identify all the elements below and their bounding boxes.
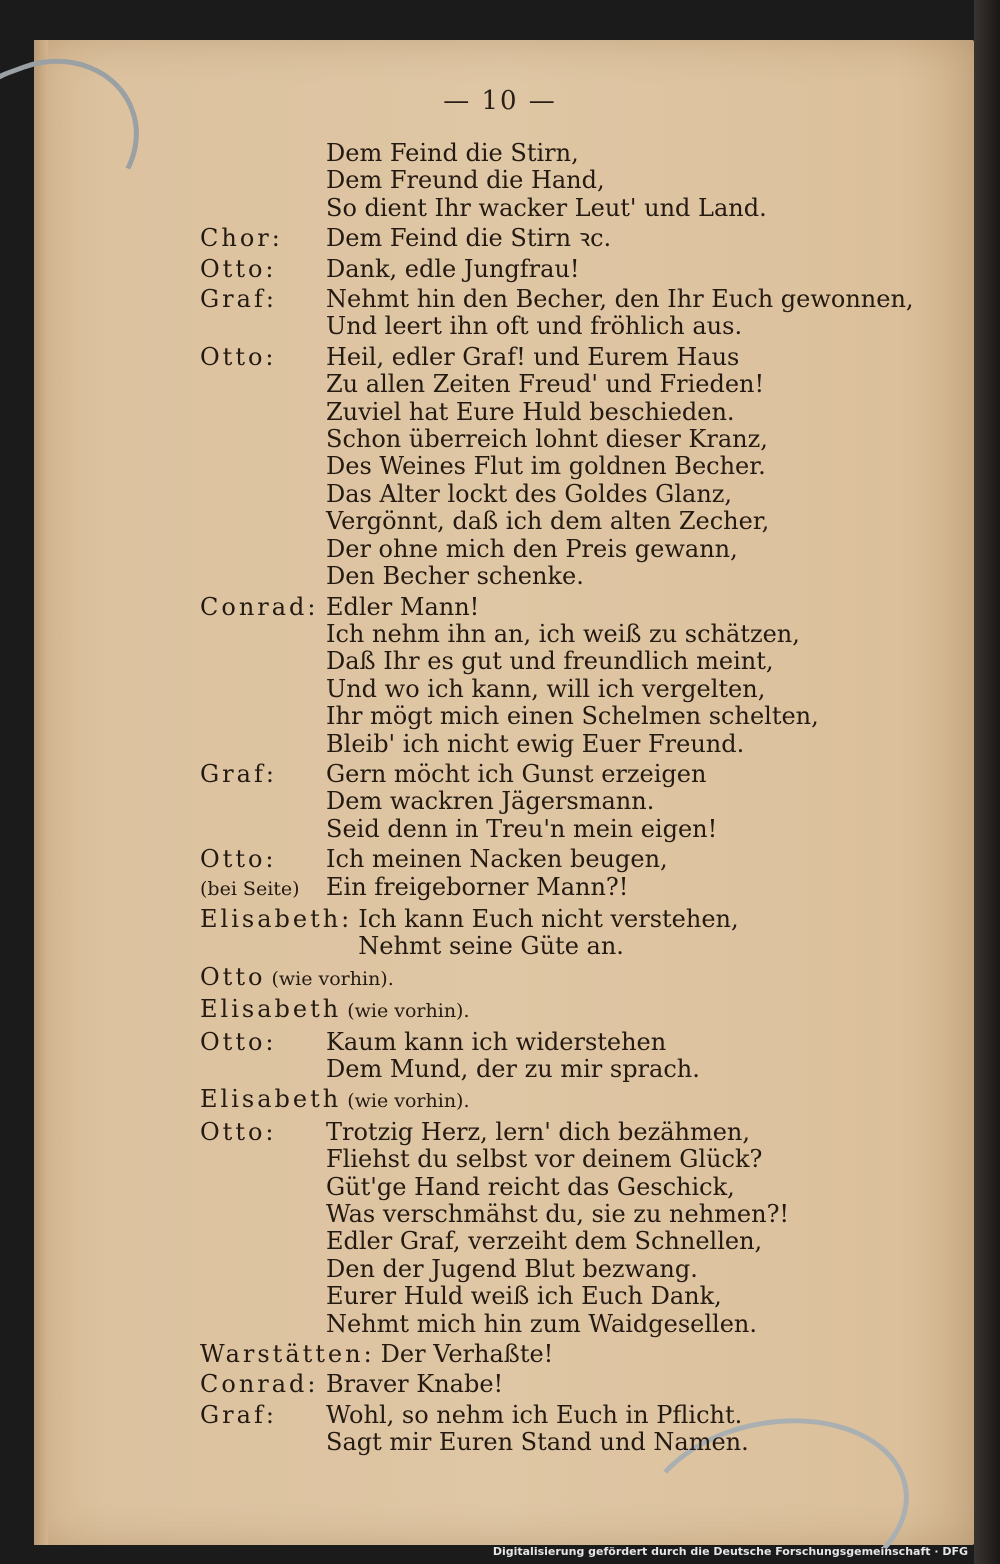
verse-line: Dem Freund die Hand, bbox=[326, 166, 605, 195]
speech-block bbox=[200, 1341, 840, 1368]
verse-line: Braver Knabe! bbox=[326, 1370, 504, 1399]
speaker-name: Otto: (bei Seite) bbox=[200, 845, 300, 900]
speech-block bbox=[200, 344, 840, 591]
verse-line: Dank, edle Jungfrau! bbox=[326, 254, 580, 283]
verse-lines bbox=[326, 286, 914, 341]
play-text bbox=[200, 139, 914, 1460]
speech-block bbox=[200, 1402, 840, 1457]
verse-line: Der ohne mich den Preis gewann, bbox=[326, 534, 738, 563]
speech-block bbox=[200, 594, 840, 758]
verse-lines bbox=[358, 906, 840, 961]
verse-lines bbox=[326, 594, 840, 758]
speech-block bbox=[200, 256, 840, 283]
verse-line: Sagt mir Euren Stand und Namen. bbox=[326, 1428, 749, 1457]
verse-lines bbox=[326, 225, 840, 252]
page-edge bbox=[34, 40, 48, 1545]
speaker-name: Elisabeth (wie vorhin). bbox=[200, 1085, 470, 1114]
verse-line: Güt'ge Hand reicht das Geschick, bbox=[326, 1172, 735, 1201]
verse-line: Nehmt hin den Becher, den Ihr Euch gewonnen, bbox=[326, 285, 914, 314]
speaker-name: Otto: bbox=[200, 1117, 277, 1146]
speech-block bbox=[200, 906, 840, 961]
speaker-name: Chor: bbox=[200, 224, 283, 253]
verse-line: Den Becher schenke. bbox=[326, 562, 584, 591]
verse-line: Nehmt seine Güte an. bbox=[358, 932, 624, 961]
verse-line: Gern möcht ich Gunst erzeigen bbox=[326, 759, 707, 788]
speech-block bbox=[200, 1119, 840, 1338]
speech-block bbox=[200, 964, 840, 993]
stage-direction: (wie vorhin). bbox=[341, 1090, 470, 1113]
speech-block bbox=[200, 225, 840, 252]
verse-lines bbox=[326, 1402, 840, 1457]
speaker-name: Warstätten: bbox=[200, 1340, 375, 1369]
verse-line: Edler Graf, verzeiht dem Schnellen, bbox=[326, 1227, 763, 1256]
verse-line: Was verschmähst du, sie zu nehmen?! bbox=[326, 1200, 790, 1229]
verse-lines bbox=[326, 846, 840, 903]
speech-block bbox=[200, 996, 840, 1025]
verse-lines bbox=[326, 1029, 840, 1084]
verse-line: Zu allen Zeiten Freud' und Frieden! bbox=[326, 370, 765, 399]
verse-line: Schon überreich lohnt dieser Kranz, bbox=[326, 425, 768, 454]
verse-lines bbox=[476, 996, 840, 1025]
verse-line: Kaum kann ich widerstehen bbox=[326, 1027, 667, 1056]
verse-line: Edler Mann! bbox=[326, 592, 480, 621]
digitization-footer: Digitalisierung gefördert durch die Deutsche Forschungsgemeinschaft · DFG bbox=[492, 1545, 968, 1558]
verse-line: Daß Ihr es gut und freundlich meint, bbox=[326, 647, 774, 676]
speaker-name: Graf: bbox=[200, 759, 277, 788]
speech-block bbox=[200, 1086, 840, 1115]
speaker-name: Otto: bbox=[200, 342, 277, 371]
verse-line: Zuviel hat Eure Huld beschieden. bbox=[326, 397, 735, 426]
speech-block bbox=[200, 1029, 840, 1084]
verse-line: Heil, edler Graf! und Eurem Haus bbox=[326, 342, 740, 371]
speaker-name: Otto: bbox=[200, 254, 277, 283]
speaker-name: Otto (wie vorhin). bbox=[200, 962, 394, 991]
verse-line: Trotzig Herz, lern' dich bezähmen, bbox=[326, 1117, 751, 1146]
book-binding bbox=[974, 0, 1000, 1564]
speech-block bbox=[200, 285, 914, 341]
verse-line: Des Weines Flut im goldnen Becher. bbox=[326, 452, 766, 481]
speaker-name: Elisabeth: bbox=[200, 904, 353, 933]
stage-direction: (wie vorhin). bbox=[265, 967, 394, 990]
verse-line: Dem wackren Jägersmann. bbox=[326, 787, 655, 816]
verse-lines bbox=[476, 1086, 840, 1115]
stage-direction: (wie vorhin). bbox=[341, 1000, 470, 1023]
verse-lines bbox=[326, 761, 840, 843]
verse-line: Dem Feind die Stirn ꝛc. bbox=[326, 224, 612, 253]
speech-block bbox=[200, 846, 840, 903]
verse-line: Ihr mögt mich einen Schelmen schelten, bbox=[326, 702, 819, 731]
verse-line: Dem Feind die Stirn, bbox=[326, 139, 579, 167]
verse-line: Ich kann Euch nicht verstehen, bbox=[358, 904, 739, 933]
verse-lines bbox=[326, 256, 840, 283]
speech-block bbox=[200, 761, 840, 843]
speech-block bbox=[200, 140, 840, 222]
verse-line: Nehmt mich hin zum Waidgesellen. bbox=[326, 1309, 758, 1338]
verse-line: So dient Ihr wacker Leut' und Land. bbox=[326, 193, 767, 222]
verse-line: Vergönnt, daß ich dem alten Zecher, bbox=[326, 507, 770, 536]
verse-line: Ich meinen Nacken beugen, bbox=[326, 845, 668, 874]
verse-line: Fliehst du selbst vor deinem Glück? bbox=[326, 1145, 763, 1174]
verse-line: Seid denn in Treu'n mein eigen! bbox=[326, 814, 718, 843]
verse-line: Dem Mund, der zu mir sprach. bbox=[326, 1055, 700, 1083]
speaker-name: Elisabeth (wie vorhin). bbox=[200, 995, 470, 1024]
verse-line: Das Alter lockt des Goldes Glanz, bbox=[326, 479, 733, 508]
stage-direction: (bei Seite) bbox=[200, 877, 300, 900]
verse-line: Der Verhaßte! bbox=[380, 1340, 554, 1369]
speaker-name: Graf: bbox=[200, 1400, 277, 1429]
speaker-name: Otto: bbox=[200, 1027, 277, 1056]
verse-line: Und wo ich kann, will ich vergelten, bbox=[326, 674, 766, 703]
verse-lines bbox=[326, 1371, 840, 1398]
verse-line: Eurer Huld weiß ich Euch Dank, bbox=[326, 1282, 722, 1311]
verse-line: Ein freigeborner Mann?! bbox=[326, 872, 629, 901]
verse-lines bbox=[400, 964, 840, 993]
verse-lines bbox=[326, 1119, 840, 1338]
speaker-name: Conrad: bbox=[200, 1370, 319, 1399]
verse-lines bbox=[326, 344, 840, 591]
verse-lines bbox=[326, 140, 840, 222]
verse-line: Den der Jugend Blut bezwang. bbox=[326, 1254, 698, 1283]
verse-line: Wohl, so nehm ich Euch in Pflicht. bbox=[326, 1400, 743, 1429]
speech-block bbox=[200, 1371, 840, 1398]
speaker-name: Graf: bbox=[200, 285, 277, 314]
page-number: — 10 — bbox=[443, 86, 557, 116]
verse-line: Ich nehm ihn an, ich weiß zu schätzen, bbox=[326, 619, 800, 648]
verse-line: Und leert ihn oft und fröhlich aus. bbox=[326, 312, 743, 341]
verse-lines bbox=[381, 1341, 840, 1368]
speaker-name: Conrad: bbox=[200, 592, 319, 621]
verse-line: Bleib' ich nicht ewig Euer Freund. bbox=[326, 729, 745, 758]
